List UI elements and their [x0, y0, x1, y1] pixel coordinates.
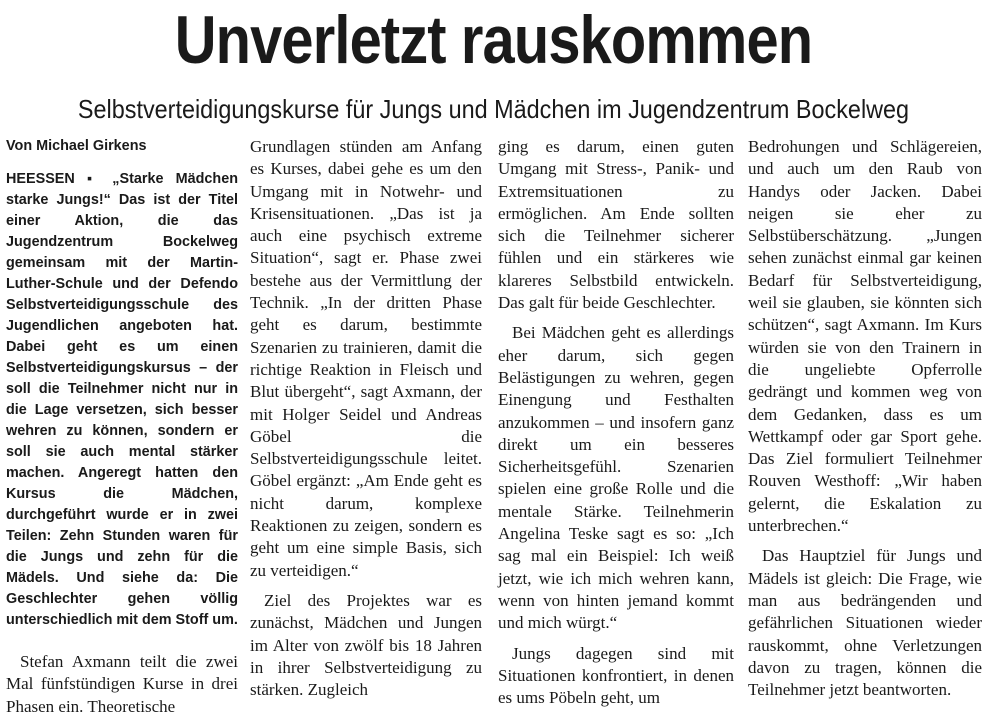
body-paragraph: Bedrohungen und Schlägereien, und auch um den Raub von Handys oder Jacken. Dabei neigen sie eher zu Selbstüberschätzung. „Jungen sehen zunächst einmal gar keinen Bedarf für Selbstverteidigung, weil sie glauben, sie könnten sich schützen“, sagt Axmann. Im Kurs würden sie von den Trainern in die ungeliebte Opferrolle gedrängt und kommen weg von dem Gedanken, dass es um Wettkampf oder gar Sport gehe. Das Ziel formuliert Teilnehmer Rouven Westhoff: „Wir haben gelernt, die Eskalation zu unterbrechen.“: [748, 137, 982, 536]
dateline: HEESSEN ▪: [6, 171, 101, 187]
body-paragraph: Grundlagen stünden am Anfang es Kurses, dabei gehe es um den Umgang mit in Notwehr- und Krisensituationen. „Das ist ja auch eine psychisch extreme Situation“, sagt er. Phase zwei bestehe aus der Vermittlung der Technik. „In der dritten Phase geht es darum, bestimmte Szenarien zu trainieren, damit die richtige Reaktion in Fleisch und Blut übergeht“, sagt Axmann, der mit Holger Seidel und Andreas Göbel die Selbstverteidigungsschule leitet. Göbel ergänzt: „Am Ende geht es nicht darum, komplexe Reaktionen zu zeigen, sondern es geht um eine simple Basis, sich zu verteidigen.“: [250, 137, 482, 580]
subheadline: Selbstverteidigungskurse für Jungs und Mädchen im Jugendzentrum Bockelweg: [77, 94, 910, 124]
body-paragraph: ging es darum, einen guten Umgang mit Stress-, Panik- und Extremsituationen zu ermöglichen. Am Ende sollten sich die Teilnehmer sicherer fühlen und ein stärkeres wie klareres Selbstbild entwickeln. Das galt für beide Geschlechter.: [498, 137, 734, 313]
lead-paragraph: [6, 169, 238, 631]
body-paragraph: Das Hauptziel für Jungs und Mädels ist gleich: Die Frage, wie man aus bedrängenden und gefährlichen Situationen wieder rauskommt, ohne Verletzungen davon zu tragen, können die Teilnehmer jetzt beantworten.: [748, 546, 982, 700]
article-column-2: [250, 136, 482, 700]
article-column-3: [498, 136, 734, 708]
article-column-1: [6, 136, 238, 716]
lead-text: „Starke Mädchen starke Jungs!“ Das ist der Titel einer Aktion, die das Jugendzentrum Bockelweg gemeinsam mit der Martin-Luther-Schule und der Defendo Selbstverteidigungsschule des Jugendlichen angeboten hat. Dabei geht es um einen Selbstverteidigungskursus – der soll die Teilnehmer nicht nur in die Lage versetzen, sich besser wehren zu können, sondern er soll sie auch mental stärker machen. Angeregt hatten den Kursus die Mädchen, durchgeführt wurde er in zwei Teilen: Zehn Stunden waren für die Jungs und zehn für die Mädels. Und siehe da: Die Geschlechter gehen völlig unterschiedlich mit dem Stoff um.: [6, 171, 238, 628]
body-paragraph: Jungs dagegen sind mit Situationen konfrontiert, in denen es ums Pöbeln geht, um: [498, 643, 734, 708]
headline: Unverletzt rauskommen: [174, 2, 813, 78]
article-column-4: [748, 136, 982, 700]
body-paragraph: Ziel des Projektes war es zunächst, Mädchen und Jungen im Alter von zwölf bis 18 Jahren in ihrer Selbstverteidigung zu stärken. Zugleich: [250, 590, 482, 700]
body-paragraph: Bei Mädchen geht es allerdings eher darum, sich gegen Belästigungen zu wehren, gegen Einengung und Festhalten anzukommen – und insofern ganz direkt um ein besseres Sicherheitsgefühl. Szenarien spielen eine große Rolle und die mentale Stärke. Teilnehmerin Angelina Teske sagt es so: „Ich sag mal ein Beispiel: Ich weiß jetzt, wie ich mich wehren kann, wenn von hinten jemand kommt und mich würgt.“: [498, 323, 734, 633]
body-paragraph: Stefan Axmann teilt die zwei Mal fünfstündigen Kurse in drei Phasen ein. Theoretische: [6, 652, 238, 716]
byline: Von Michael Girkens: [6, 138, 147, 154]
